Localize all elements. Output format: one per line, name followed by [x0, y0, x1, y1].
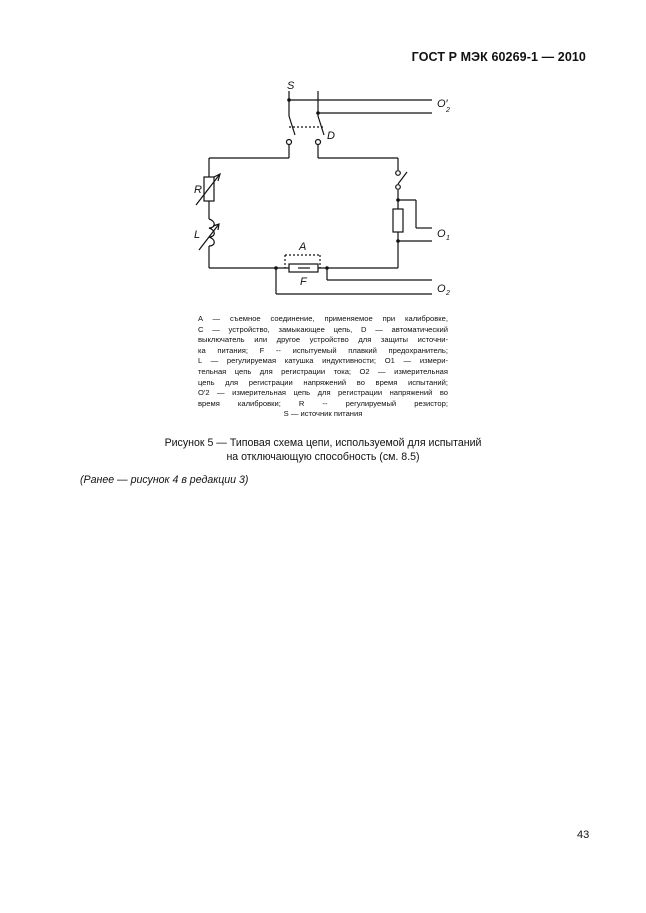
- legend-line: A — съемное соединение, применяемое при калибровке,: [198, 314, 448, 323]
- figure-caption: [120, 436, 526, 464]
- removable-link-a: [285, 255, 320, 268]
- label-o2: O: [437, 283, 446, 295]
- legend-line: цепь для регистрации напряжений во время испытаний;: [198, 377, 448, 387]
- legend-line: время калибровки; R -- регулируемый резистор;: [198, 398, 448, 408]
- page-number: 43: [577, 829, 590, 841]
- caption-line-1: Рисунок 5 — Типовая схема цепи, используемой для испытаний: [164, 437, 482, 449]
- figure-legend: [198, 314, 448, 420]
- label-o2-sub: 2: [446, 290, 450, 297]
- document-header: ГОСТ Р МЭК 60269-1 — 2010: [411, 50, 586, 64]
- label-a: A: [299, 241, 307, 253]
- revision-note: (Ранее — рисунок 4 в редакции 3): [80, 474, 249, 486]
- legend-line: O′2 — измерительная цепь для регистрации напряжений во: [198, 388, 448, 398]
- label-o1: O: [437, 228, 446, 240]
- label-f: F: [300, 276, 307, 288]
- label-s: S: [287, 80, 295, 92]
- label-r: R: [194, 184, 202, 196]
- label-l: L: [194, 229, 201, 241]
- legend-line: S — источник питания: [283, 409, 363, 419]
- label-d: D: [327, 130, 335, 142]
- caption-line-2: на отключающую способность (см. 8.5): [226, 451, 420, 463]
- label-o2prime-sub: 2: [446, 107, 450, 114]
- legend-line: C — устройство, замыкающее цепь, D — автоматический: [198, 324, 448, 334]
- inductor-l: [209, 219, 214, 246]
- label-o1-sub: 1: [446, 235, 450, 242]
- label-o2prime: O′: [437, 98, 448, 110]
- legend-line: выключатель или другое устройство для защиты источни-: [198, 335, 448, 345]
- legend-line: L — регулируемая катушка индуктивности; O1 — измери-: [198, 356, 448, 366]
- legend-line: ка питания; F -- испытуемый плавкий предохранитель;: [198, 345, 448, 355]
- legend-line: тельная цепь для регистрации тока; O2 — измерительная: [198, 366, 448, 376]
- shunt-resistor: [393, 209, 403, 232]
